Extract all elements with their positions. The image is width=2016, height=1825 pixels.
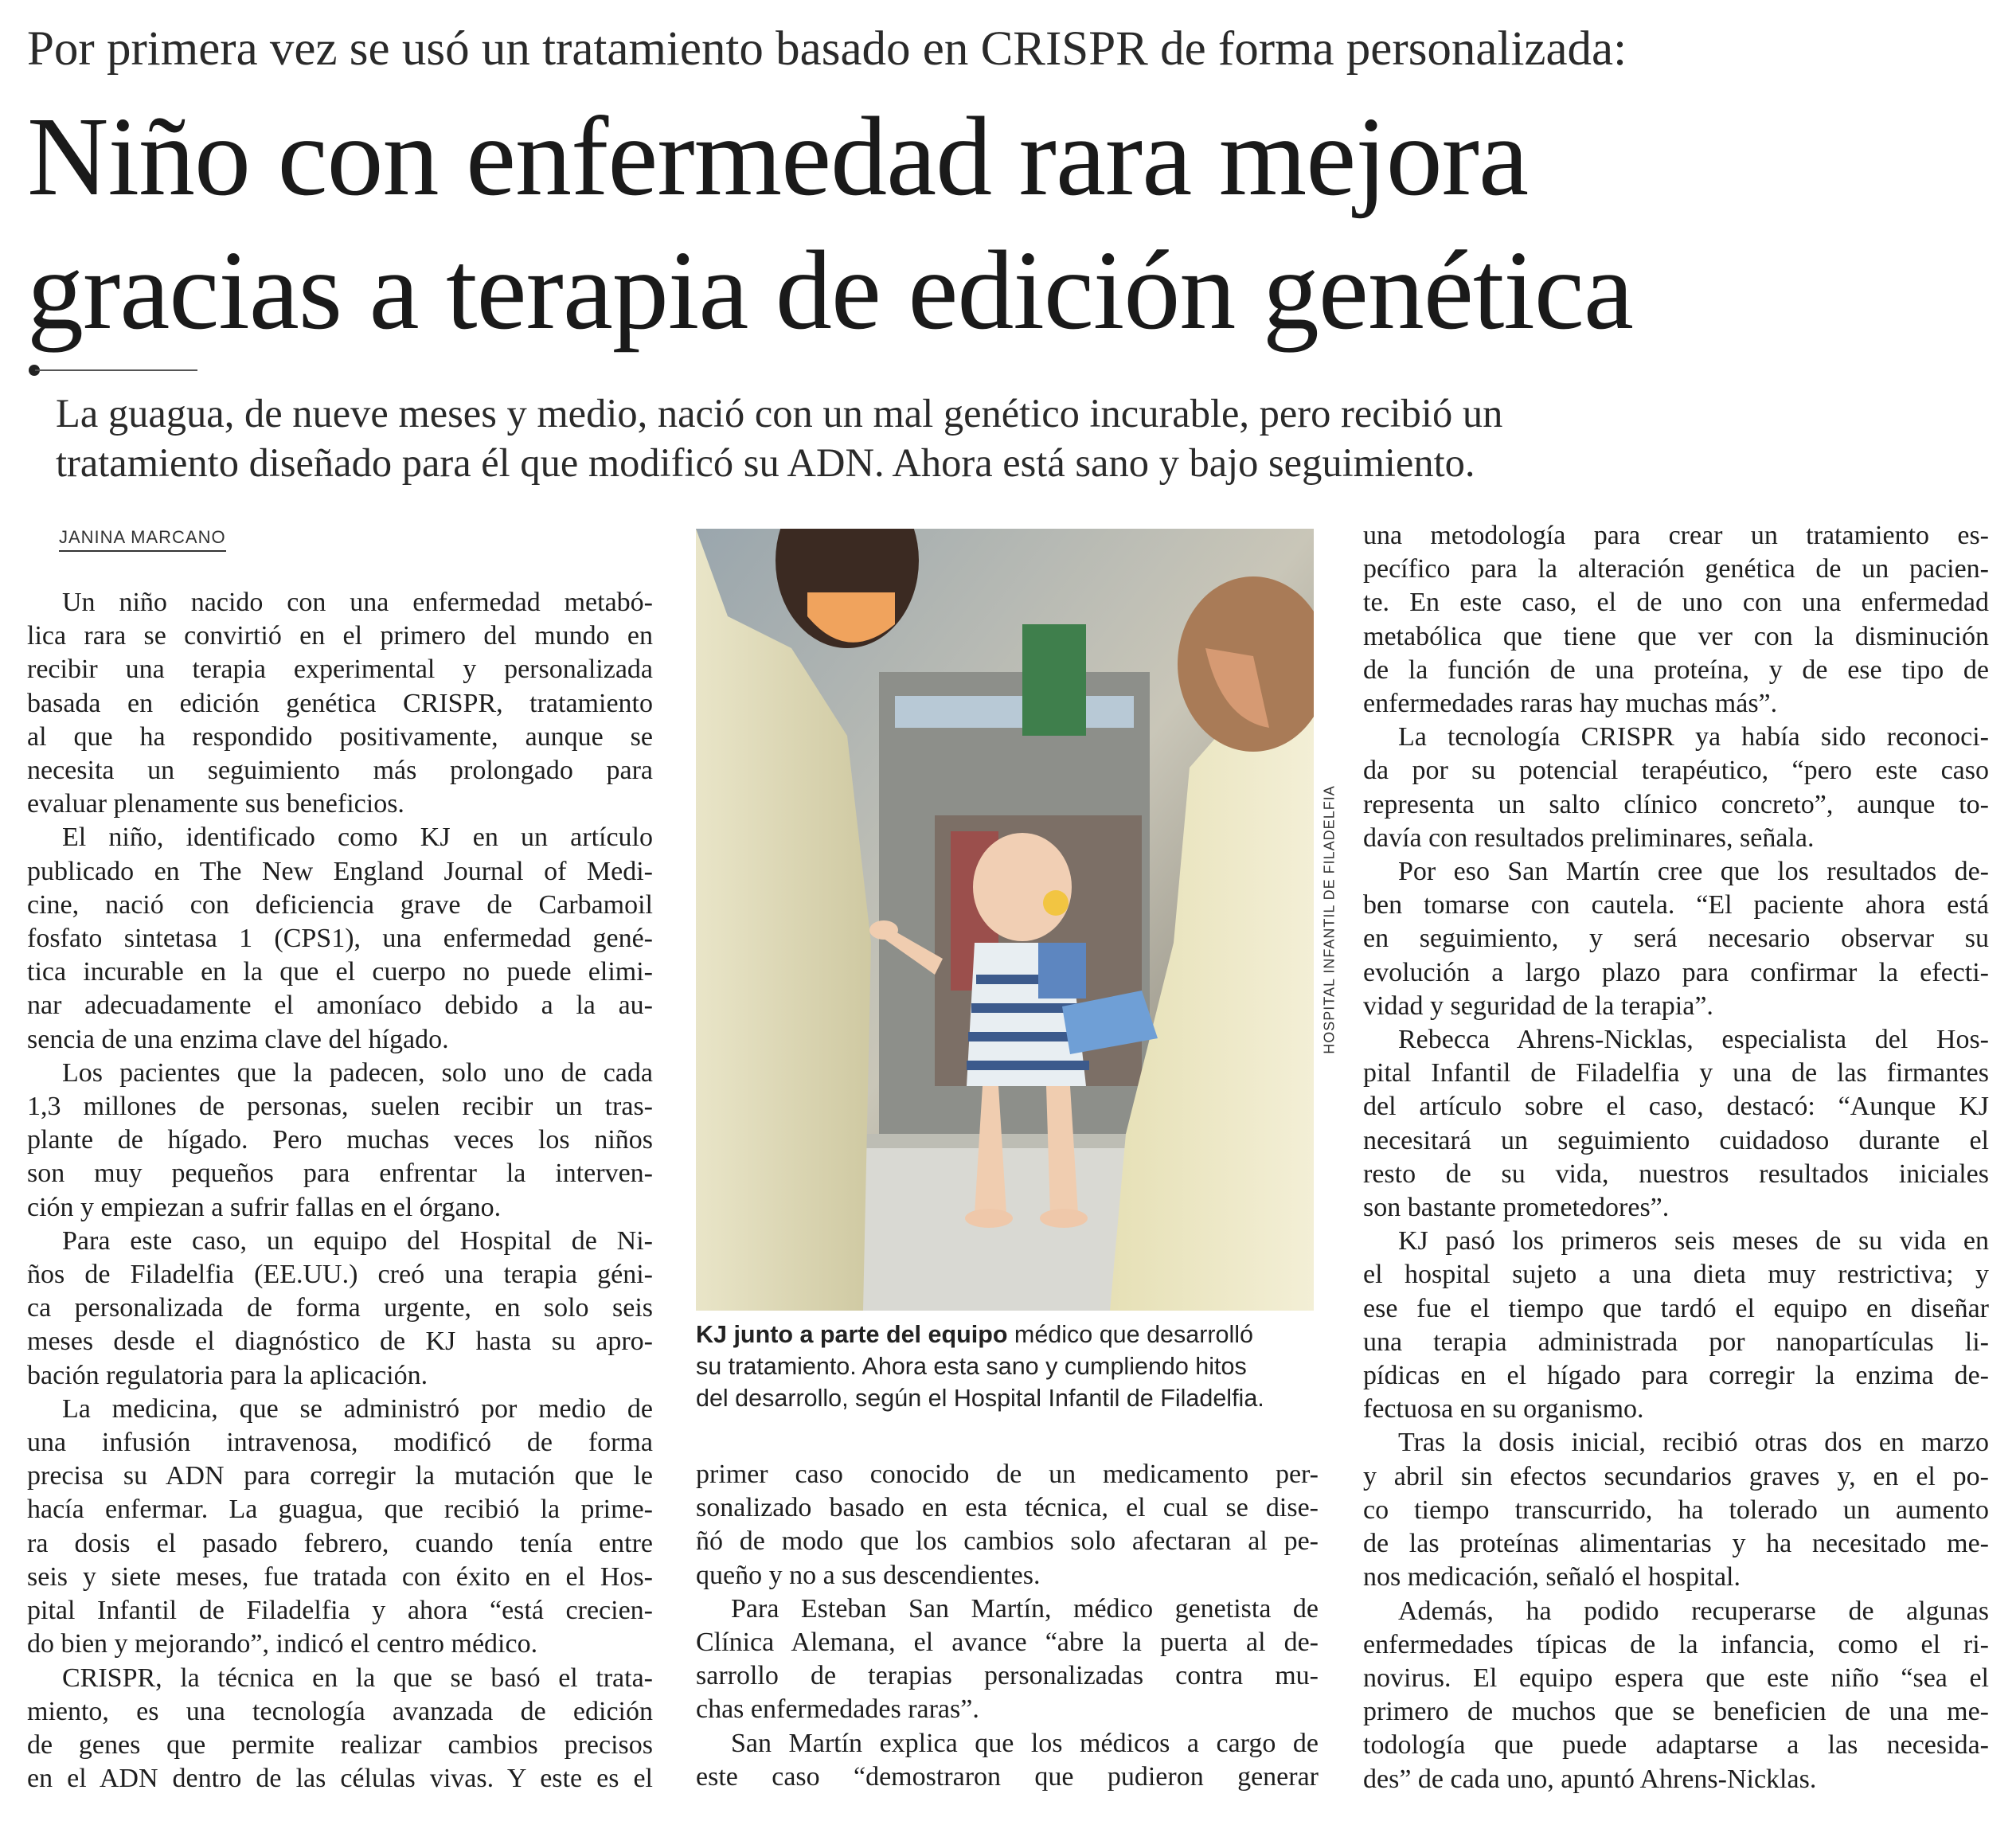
caption-line1-rest: médico que desarrolló [1007, 1321, 1254, 1348]
article-text-line: de las proteínas alimentarias y ha necesitado me- [1363, 1529, 1989, 1559]
article-text-line: de la función de una proteína, y de ese tipo de [1363, 655, 1989, 685]
headline [27, 89, 1994, 357]
article-text-line: necesita un seguimiento más prolongado para [27, 756, 653, 786]
article-text-line: sarrollo de terapias personalizadas contra mu- [696, 1661, 1319, 1691]
article-text-line: fectuosa en su organismo. [1363, 1394, 1644, 1424]
article-text-line: plante de hígado. Pero muchas veces los niños [27, 1125, 653, 1155]
article-text-line: basada en edición genética CRISPR, tratamiento [27, 688, 653, 718]
article-text-line: 1,3 millones de personas, suelen recibir un tras- [27, 1092, 653, 1122]
article-text-line: el hospital sujeto a una dieta muy restrictiva; y [1363, 1260, 1989, 1290]
article-text-line: primer caso conocido de un medicamento per- [696, 1460, 1319, 1489]
article-text-line: ese fue el tiempo que tardó el equipo en diseñar [1363, 1293, 1989, 1323]
news-photo [696, 529, 1314, 1311]
article-text-line: tica incurable en la que el cuerpo no puede elimi- [27, 957, 653, 987]
article-text-line: novirus. El equipo espera que este niño “sea el [1363, 1663, 1989, 1693]
article-text-line: primero de muchos que se beneficien de una me- [1363, 1697, 1989, 1727]
byline: JANINA MARCANO [59, 527, 226, 552]
article-text-line: chas enfermedades raras”. [696, 1694, 979, 1725]
headline-line: gracias a terapia de edición genética [27, 227, 1633, 353]
caption-line: del desarrollo, según el Hospital Infantil de Filadelfia. [696, 1385, 1264, 1412]
article-text-line: queño y no a sus descendientes. [696, 1560, 1041, 1590]
article-text-line: Por eso San Martín cree que los resultados de- [1398, 857, 1989, 887]
article-text-line: son bastante prometedores”. [1363, 1193, 1670, 1223]
article-text-line: sonalizado basado en esta técnica, el cual se dise- [696, 1493, 1319, 1523]
article-text-line: CRISPR, la técnica en la que se basó el trata- [62, 1663, 653, 1693]
article-text-line: una infusión intravenosa, modificó de forma [27, 1428, 653, 1458]
article-text-line: des” de cada uno, apuntó Ahrens-Nicklas. [1363, 1764, 1817, 1794]
article-text-line: Los pacientes que la padecen, solo uno de cada [62, 1057, 653, 1088]
article-text-line: La medicina, que se administró por medio de [62, 1393, 653, 1424]
article-text-line: lica rara se convirtió en el primero del mundo en [27, 621, 653, 651]
deck-line: tratamiento diseñado para él que modificó su ADN. Ahora está sano y bajo seguimiento. [56, 440, 1475, 485]
article-text-line: Además, ha podido recuperarse de algunas [1398, 1596, 1989, 1626]
article-text-line: evolución a largo plazo para confirmar la efecti- [1363, 957, 1989, 987]
article-text-line: seis y siete meses, fue tratada con éxito en el Hos- [27, 1561, 653, 1592]
article-text-line: de genes que permite realizar cambios precisos [27, 1729, 653, 1760]
article-text-line: representa un salto clínico concreto”, aunque to- [1363, 789, 1989, 819]
article-text-line: una metodología para crear un tratamiento es- [1363, 521, 1989, 550]
deck-line: La guagua, de nueve meses y medio, nació con un mal genético incurable, pero recibió un [56, 391, 1503, 436]
deck [56, 389, 1998, 487]
article-text-line: miento, es una tecnología avanzada de edición [27, 1696, 653, 1726]
article-text-line: evaluar plenamente sus beneficios. [27, 789, 404, 819]
article-text-line: Clínica Alemana, el avance “abre la puerta al de- [696, 1628, 1319, 1658]
article-text-line: vidad y seguridad de la terapia”. [1363, 991, 1713, 1021]
article-text-line: nos medicación, señaló el hospital. [1363, 1562, 1741, 1592]
article-text-line: resto de su vida, nuestros resultados iniciales [1363, 1159, 1989, 1189]
caption-lead: KJ junto a parte del equipo [696, 1321, 1008, 1348]
article-text-line: KJ pasó los primeros seis meses de su vida en [1398, 1226, 1989, 1256]
article-text-line: ra dosis el pasado febrero, cuando tenía entre [27, 1528, 653, 1558]
article-text-line: al que ha respondido positivamente, aunque se [27, 721, 653, 752]
article-text-line: necesitará un seguimiento cuidadoso durante el [1363, 1125, 1989, 1155]
article-text-line: Un niño nacido con una enfermedad metabó- [62, 588, 653, 617]
article-text-line: este caso “demostraron que pudieron generar [696, 1761, 1319, 1792]
article-text-line: La tecnología CRISPR ya había sido reconoci- [1398, 722, 1989, 752]
article-text-line: nar adecuadamente el amoníaco debido a la au- [27, 991, 653, 1021]
article-text-line: El niño, identificado como KJ en un artículo [62, 823, 653, 853]
photo-credit [1319, 529, 1341, 1311]
article-text-line: todología que puede adaptarse a las necesida- [1363, 1730, 1989, 1761]
article-text-line: co tiempo transcurrido, ha tolerado un aumento [1363, 1495, 1989, 1525]
article-text-line: y abril sin efectos secundarios graves y, en el po- [1363, 1461, 1989, 1491]
article-text-line: en el ADN dentro de las células vivas. Y este es el [27, 1764, 653, 1794]
article-text-line: del artículo sobre el caso, destacó: “Aunque KJ [1363, 1092, 1989, 1122]
article-text-line: hacía enfermar. La guagua, que recibió la prime- [27, 1495, 653, 1525]
article-text-line: publicado en The New England Journal of Medi- [27, 856, 653, 886]
article-text-line: davía con resultados preliminares, señala. [1363, 823, 1815, 853]
article-text-line: Rebecca Ahrens-Nicklas, especialista del Hos- [1398, 1025, 1989, 1055]
photo-illustration [696, 529, 1314, 1311]
article-text-line: metabólica que tiene que ver con la disminución [1363, 621, 1989, 651]
article-text-line: recibir una terapia experimental y personalizada [27, 655, 653, 685]
article-text-line: do bien y mejorando”, indicó el centro médico. [27, 1629, 538, 1659]
article-text-line: precisa su ADN para corregir la mutación que le [27, 1461, 653, 1491]
article-text-line: Para Esteban San Martín, médico genetista de [731, 1593, 1319, 1624]
article-text-line: pital Infantil de Filadelfia y ahora “está crecien- [27, 1596, 653, 1626]
article-text-line: ben tomarse con cautela. “El paciente ahora está [1363, 890, 1989, 920]
article-text-line: fosfato sintetasa 1 (CPS1), una enfermedad gené- [27, 924, 653, 954]
article-text-line: cine, nació con deficiencia grave de Carbamoil [27, 889, 653, 920]
article-text-line: ca personalizada de forma urgente, en solo seis [27, 1293, 653, 1323]
article-text-line: bación regulatoria para la aplicación. [27, 1360, 428, 1390]
column-3 [1363, 519, 1989, 1796]
caption-line [696, 1319, 1325, 1350]
article-text-line: ñó de modo que los cambios solo afectaran al pe- [696, 1526, 1319, 1557]
column-2 [696, 1458, 1319, 1794]
article-text-line: en seguimiento, y será necesario observar su [1363, 924, 1989, 954]
article-text-line: meses desde el diagnóstico de KJ hasta su apro- [27, 1327, 653, 1357]
column-1 [27, 586, 653, 1796]
article-text-line: una terapia administrada por nanopartículas li- [1363, 1327, 1989, 1357]
article-text-line: San Martín explica que los médicos a cargo de [731, 1728, 1319, 1758]
article-text-line: da por su potencial terapéutico, “pero este caso [1363, 756, 1989, 786]
article-text-line: Tras la dosis inicial, recibió otras dos en marzo [1398, 1428, 1989, 1458]
article-text-line: son muy pequeños para enfrentar la interven- [27, 1159, 653, 1189]
article-text-line: pídicas en el hígado para corregir la enzima de- [1363, 1361, 1989, 1391]
headline-line: Niño con enfermedad rara mejora [27, 93, 1529, 219]
article-text-line: enfermedades típicas de la infancia, como el ri- [1363, 1629, 1989, 1659]
article-text-line: Para este caso, un equipo del Hospital de Ni- [62, 1225, 653, 1256]
article-text-line: ños de Filadelfia (EE.UU.) creó una terapia géni- [27, 1260, 653, 1290]
caption-line: su tratamiento. Ahora esta sano y cumpliendo hitos [696, 1353, 1247, 1380]
divider-rule [35, 369, 197, 371]
article-text-line: enfermedades raras hay muchas más”. [1363, 689, 1778, 719]
photo-credit-text: HOSPITAL INFANTIL DE FILADELFIA [1321, 785, 1338, 1054]
article-text-line: pital Infantil de Filadelfia y una de las firmantes [1363, 1058, 1989, 1088]
article-text-line: pecífico para la alteración genética de un pacien- [1363, 554, 1989, 584]
photo-caption [696, 1319, 1325, 1414]
article-text-line: ción y empiezan a sufrir fallas en el órgano. [27, 1192, 502, 1222]
article-text-line: sencia de una enzima clave del hígado. [27, 1024, 449, 1054]
article-text-line: te. En este caso, el de uno con una enfermedad [1363, 588, 1989, 618]
kicker: Por primera vez se usó un tratamiento basado en CRISPR de forma personalizada: [27, 22, 1627, 76]
